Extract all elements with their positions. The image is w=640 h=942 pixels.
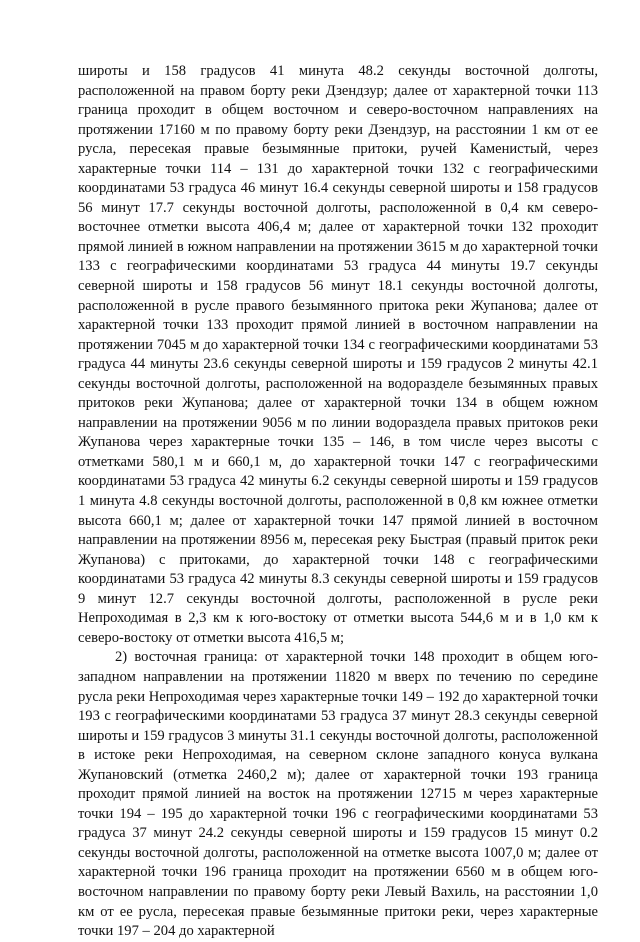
paragraph-north-boundary-continuation: широты и 158 градусов 41 минута 48.2 секунды восточной долготы, расположенной на правом борту реки Дзендзур; далее от характерной точки 113 граница проходит в общем восточном и северо-восточном направлениях на протяжении 17160 м по правому борту реки Дзендзур, на расстоянии 1 км от ее русла, пересекая правые безымянные притоки, ручей Каменистый, через характерные точки 114 – 131 до характерной точки 132 с географическими координатами 53 градуса 46 минут 16.4 секунды северной широты и 158 градусов 56 минут 17.7 секунды восточной долготы, расположенной в 0,4 км северо-восточнее отметки высота 406,4 м; далее от характерной точки 132 проходит прямой линией в южном направлении на протяжении 3615 м до характерной точки 133 с географическими координатами 53 градуса 44 минуты 19.7 секунды северной широты и 158 градусов 56 минут 18.1 секунды восточной долготы, расположенной в русле правого безымянного притока реки Жупанова; далее от характерной точки 133 проходит прямой линией в восточном направлении на протяжении 7045 м до характерной точки 134 с географическими координатами 53 градуса 44 минуты 23.6 секунды северной широты и 159 градусов 2 минуты 42.1 секунды восточной долготы, расположенной на водоразделе безымянных правых притоков реки Жупанова; далее от характерной точки 134 в общем южном направлении на протяжении 9056 м по линии водораздела правых притоков реки Жупанова через характерные точки 135 – 146, в том числе через высоты с отметками 580,1 м и 660,1 м, до характерной точки 147 с географическими координатами 53 градуса 42 минуты 6.2 секунды северной широты и 159 градусов 1 минута 4.8 секунды восточной долготы, расположенной в 0,8 км южнее отметки высота 660,1 м; далее от характерной точки 147 прямой линией в восточном направлении на протяжении 8956 м, пересекая реку Быстрая (правый приток реки Жупанова) с притоками, до характерной точки 148 с географическими координатами 53 градуса 42 минуты 8.3 секунды северной широты и 159 градусов 9 минут 12.7 секунды восточной долготы, расположенной в русле реки Непроходимая в 2,3 км к юго-востоку от отметки высота 544,6 м и в 1,0 км к северо-востоку от отметки высота 416,5 м; bbox=[78, 63, 598, 646]
document-page bbox=[78, 62, 598, 942]
paragraph-east-boundary: 2) восточная граница: от характерной точки 148 проходит в общем юго-западном направлении на протяжении 11820 м вверх по течению по середине русла реки Непроходимая через характерные точки 149 – 192 до характерной точки 193 с географическими координатами 53 градуса 37 минут 28.3 секунды северной широты и 159 градусов 3 минуты 31.1 секунды восточной долготы, расположенной в истоке реки Непроходимая, на северном склоне западного конуса вулкана Жупановский (отметка 2460,2 м); далее от характерной точки 193 граница проходит прямой линией на восток на протяжении 12715 м через характерные точки 194 – 195 до характерной точки 196 с географическими координатами 53 градуса 37 минут 24.2 секунды северной широты и 159 градусов 15 минут 0.2 секунды восточной долготы, расположенной на отметке высота 1007,0 м; далее от характерной точки 196 граница проходит на протяжении 6560 м в общем юго-восточном направлении по правому борту реки Левый Вахиль, на расстоянии 1,0 км от ее русла, пересекая правые безымянные притоки реки, через характерные точки 197 – 204 до характерной bbox=[78, 649, 598, 940]
